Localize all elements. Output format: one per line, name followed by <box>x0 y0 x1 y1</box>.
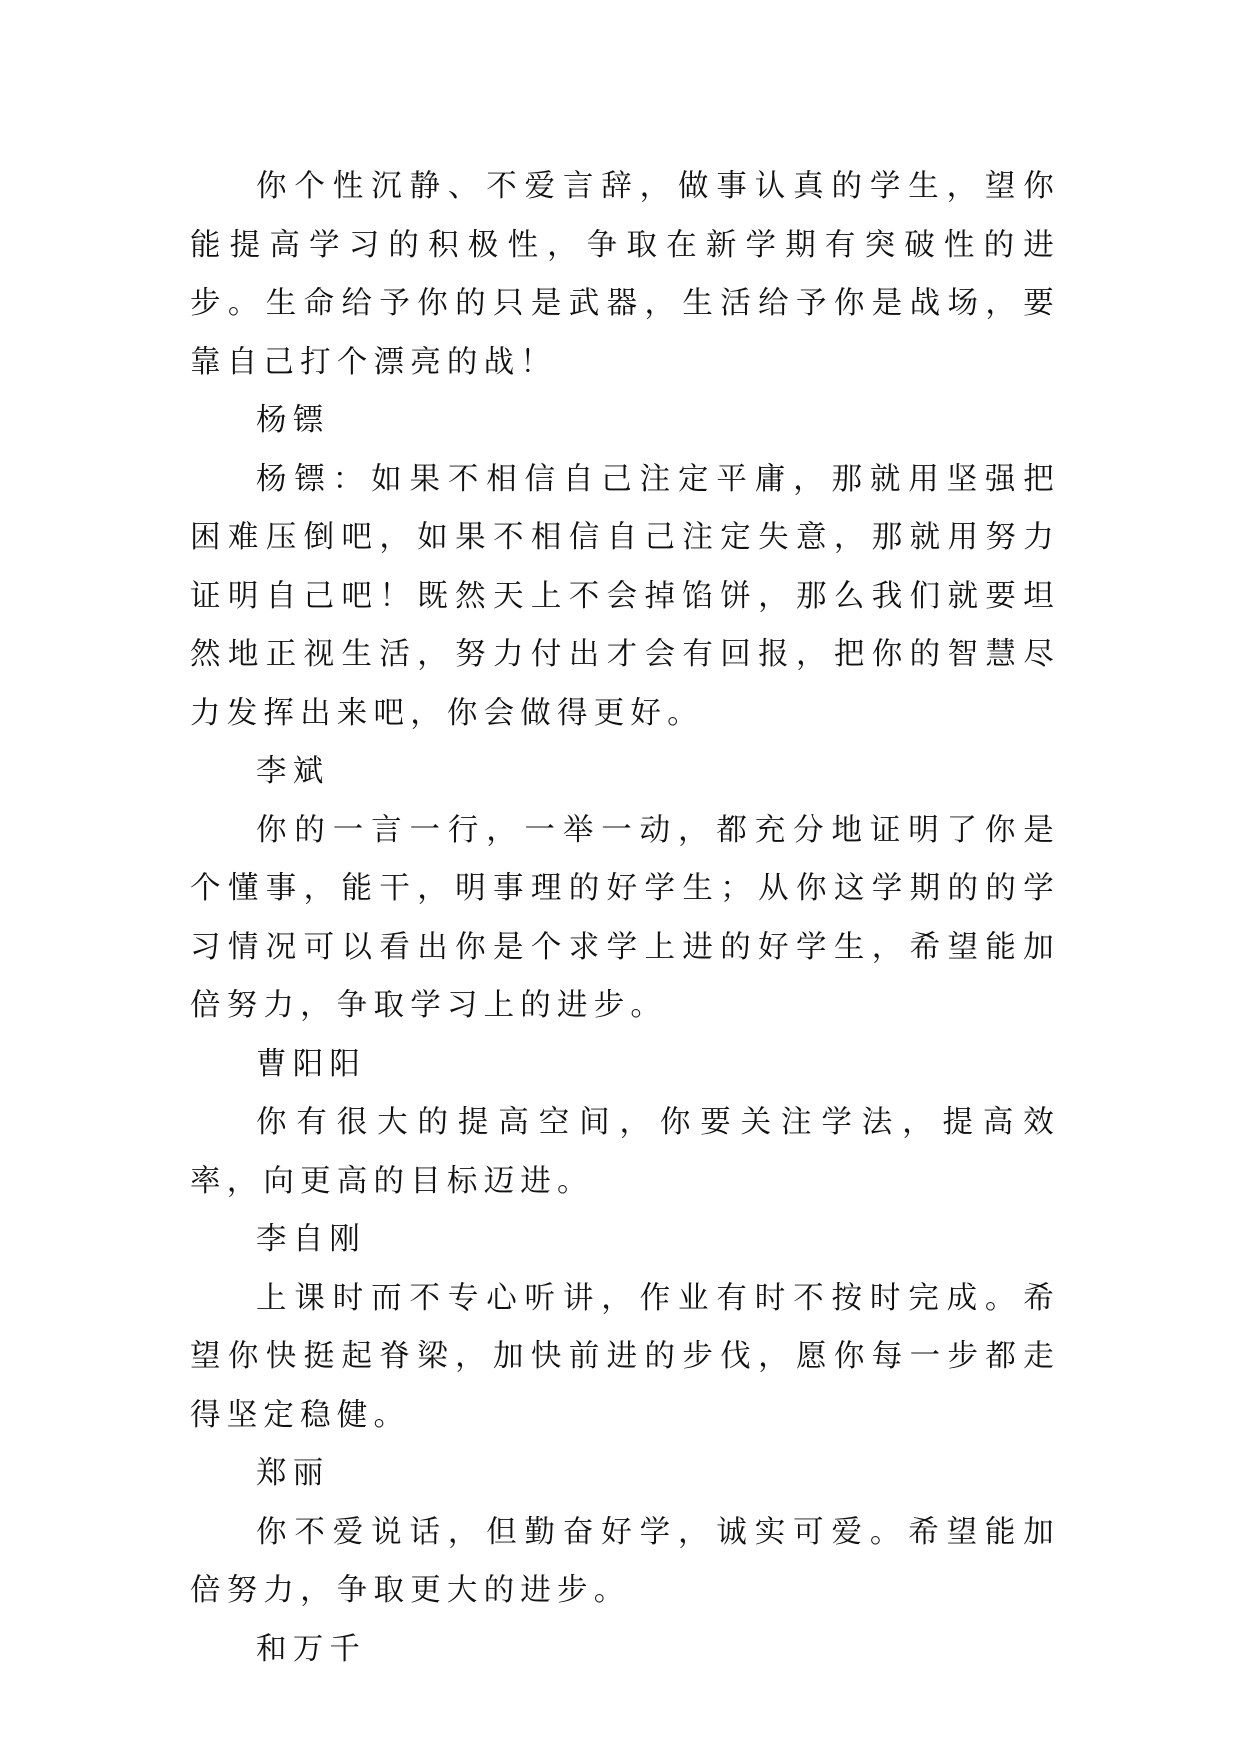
document-page <box>190 158 1060 1679</box>
comment-paragraph: 你的一言一行，一举一动，都充分地证明了你是个懂事，能干，明事理的好学生；从你这学期的的学习情况可以看出你是个求学上进的好学生，希望能加倍努力，争取学习上的进步。 <box>190 812 1060 1023</box>
student-name: 郑丽 <box>256 1456 330 1491</box>
student-name: 李自刚 <box>256 1222 367 1257</box>
comment-paragraph: 你不爱说话，但勤奋好学，诚实可爱。希望能加倍努力，争取更大的进步。 <box>190 1514 1060 1608</box>
comment-paragraph: 你有很大的提高空间，你要关注学法，提高效率，向更高的目标迈进。 <box>190 1105 1060 1199</box>
student-name: 和万千 <box>256 1631 367 1667</box>
comment-paragraph: 杨镖：如果不相信自己注定平庸，那就用坚强把困难压倒吧，如果不相信自己注定失意，那就用努力证明自己吧！既然天上不会掉馅饼，那么我们就要坦然地正视生活，努力付出才会有回报，把你的智慧尽力发挥出来吧，你会做得更好。 <box>190 461 1060 731</box>
comment-paragraph: 上课时而不专心听讲，作业有时不按时完成。希望你快挺起脊梁，加快前进的步伐，愿你每一步都走得坚定稳健。 <box>190 1280 1060 1433</box>
comment-paragraph: 你个性沉静、不爱言辞，做事认真的学生，望你能提高学习的积极性，争取在新学期有突破性的进步。生命给予你的只是武器，生活给予你是战场，要靠自己打个漂亮的战！ <box>190 169 1060 380</box>
student-name: 曹阳阳 <box>256 1046 367 1082</box>
student-name: 李斌 <box>256 754 330 789</box>
student-name: 杨镖 <box>256 403 330 438</box>
